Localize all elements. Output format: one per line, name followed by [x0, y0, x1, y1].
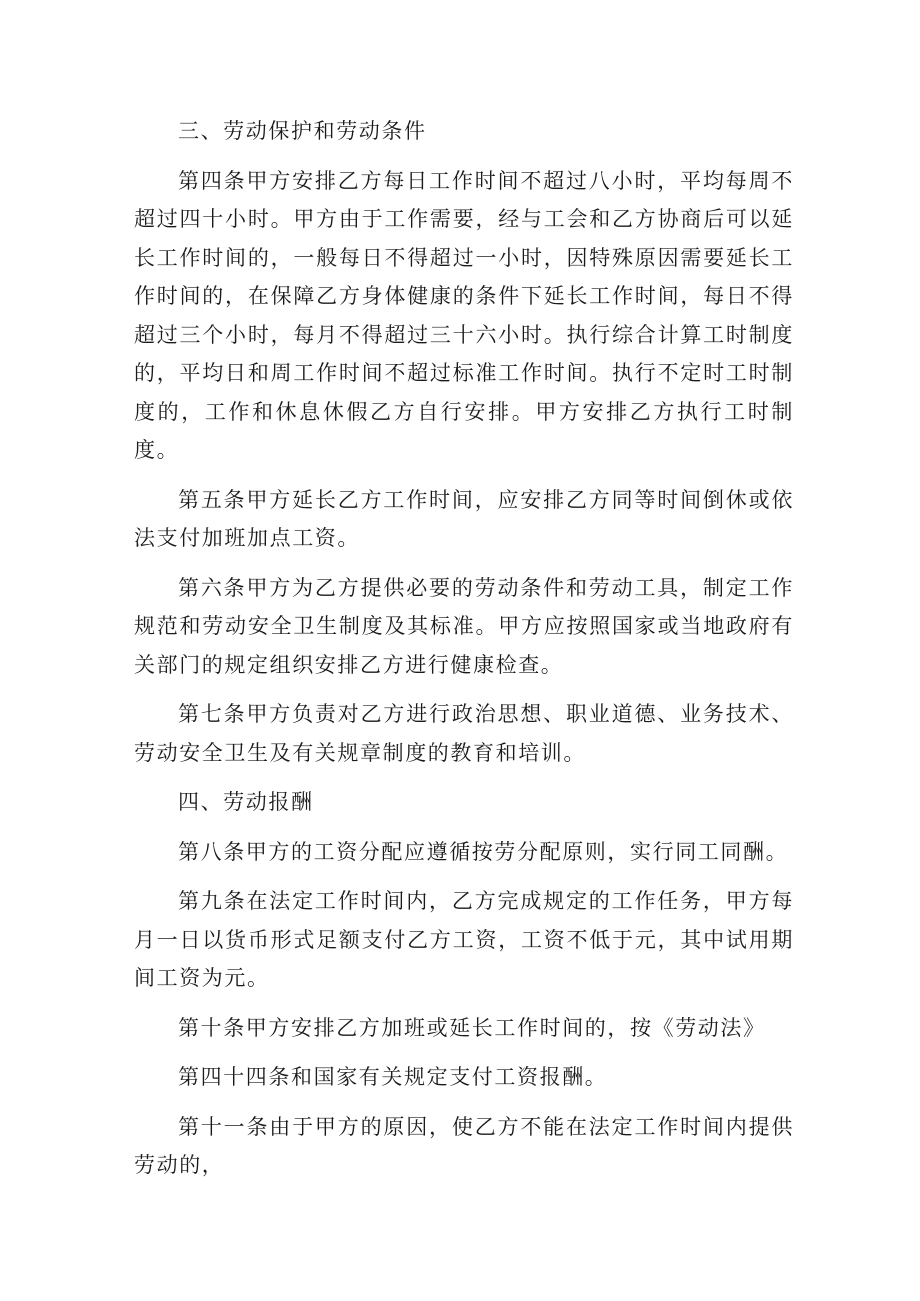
paragraph-article-6: 第六条甲方为乙方提供必要的劳动条件和劳动工具，制定工作规范和劳动安全卫生制度及其标准。甲方应按照国家或当地政府有关部门的规定组织安排乙方进行健康检查。 — [134, 575, 794, 677]
paragraph-article-44-reference: 第四十四条和国家有关规定支付工资报酬。 — [178, 1065, 608, 1089]
paragraph-article-7: 第七条甲方负责对乙方进行政治思想、职业道德、业务技术、劳动安全卫生及有关规章制度的教育和培训。 — [134, 702, 794, 765]
paragraph-article-8: 第八条甲方的工资分配应遵循按劳分配原则，实行同工同酬。 — [178, 839, 789, 864]
paragraph-article-10: 第十条甲方安排乙方加班或延长工作时间的，按《劳动法》 — [178, 1015, 766, 1040]
section-heading-labor-protection: 三、劳动保护和劳动条件 — [178, 119, 427, 143]
section-heading-remuneration: 四、劳动报酬 — [178, 790, 314, 814]
document-body — [134, 112, 794, 1196]
paragraph-article-9: 第九条在法定工作时间内，乙方完成规定的工作任务，甲方每月一日以货币形式足额支付乙方工资，工资不低于元，其中试用期间工资为元。 — [134, 889, 794, 990]
paragraph-article-11: 第十一条由于甲方的原因，使乙方不能在法定工作时间内提供劳动的， — [134, 1114, 794, 1177]
paragraph-article-5: 第五条甲方延长乙方工作时间，应安排乙方同等时间倒休或依法支付加班加点工资。 — [134, 487, 794, 550]
paragraph-article-4: 第四条甲方安排乙方每日工作时间不超过八小时，平均每周不超过四十小时。甲方由于工作需要，经与工会和乙方协商后可以延长工作时间的，一般每日不得超过一小时，因特殊原因需要延长工作时间的，在保障乙方身体健康的条件下延长工作时间，每日不得超过三个小时，每月不得超过三十六小时。执行综合计算工时制度的，平均日和周工作时间不超过标准工作时间。执行不定时工时制度的，工作和休息休假乙方自行安排。甲方安排乙方执行工时制度。 — [134, 168, 794, 462]
